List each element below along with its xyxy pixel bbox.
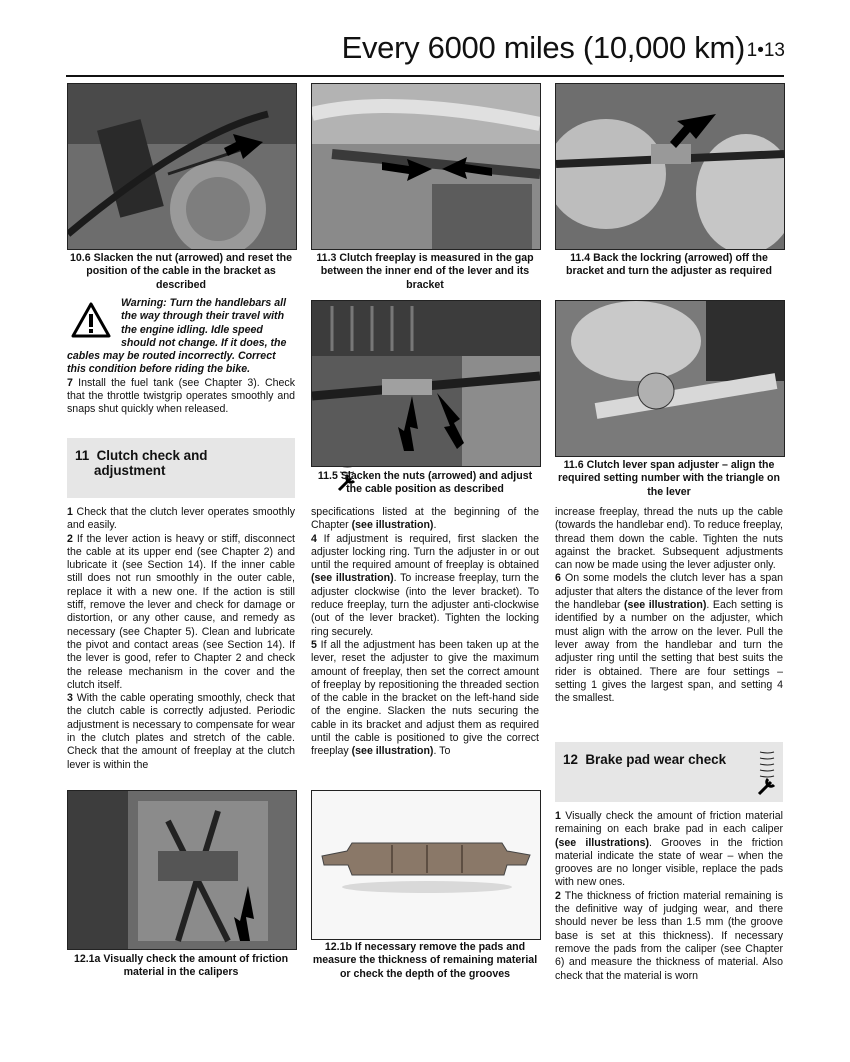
paragraph-number: 2 bbox=[555, 889, 561, 902]
illustration-reference: (see illustration) bbox=[311, 572, 394, 585]
column-2-text bbox=[311, 506, 539, 759]
paragraph-7 bbox=[67, 377, 295, 417]
photo-11-4 bbox=[555, 83, 785, 250]
illustration-reference: (see illustrations) bbox=[555, 836, 649, 849]
photo-12-1b bbox=[311, 790, 541, 940]
warning-block bbox=[67, 297, 295, 417]
paragraph-text: Install the fuel tank (see Chapter 3). Check that the throttle twistgrip operates smoothly and snaps shut quickly when released. bbox=[67, 376, 296, 416]
section-12-text bbox=[555, 810, 783, 983]
photo-10-6-image bbox=[68, 84, 296, 249]
page-number bbox=[747, 40, 785, 62]
page-title bbox=[342, 30, 745, 66]
paragraph-number: 1 bbox=[555, 810, 561, 822]
illustration-reference: (see illustration) bbox=[623, 599, 707, 612]
paragraph-text: Visually check the amount of friction material remaining on each brake pad in each caliper bbox=[555, 810, 783, 836]
photo-11-6 bbox=[555, 300, 785, 457]
paragraph-text: . Each setting is identified by a number on the adjuster, which must align with the arrow on the lever. Pull the lever away from the handlebar and turn the adjuster ring until the setting that best suits the rider is obtained. There are four settings – setting 1 gives the largest span, and setting 4 the smallest. bbox=[555, 599, 783, 705]
warning-line-5: cables may be routed incorrectly. Correct bbox=[67, 350, 276, 363]
spanner-difficulty-icon bbox=[755, 748, 779, 798]
section-title-line: adjustment bbox=[94, 463, 166, 478]
section-12-title bbox=[563, 752, 726, 767]
photo-11-5 bbox=[311, 300, 541, 467]
paragraph-text: On some models the clutch lever has a span adjuster that alters the distance of the lever from the handlebar bbox=[555, 572, 783, 612]
caption-12-1a-text: 12.1a Visually check the amount of friction material in the calipers bbox=[73, 953, 289, 979]
paragraph-text: If adjustment is required, first slacken the adjuster locking ring. Turn the adjuster in or out until the required amount of freeplay is obtained bbox=[311, 532, 539, 572]
section-title-line: Brake pad wear check bbox=[585, 752, 727, 767]
illustration-reference: (see illustration) bbox=[351, 519, 434, 532]
warning-line-6: this condition before riding the bike. bbox=[67, 363, 251, 376]
page-number-text: 1•13 bbox=[746, 40, 785, 61]
warning-line-3: the engine idling. Idle speed bbox=[121, 323, 263, 336]
photo-11-5-image bbox=[312, 301, 540, 466]
section-11-title bbox=[75, 448, 207, 478]
paragraph-number: 2 bbox=[67, 532, 73, 545]
section-title-line: Clutch check and bbox=[96, 448, 208, 463]
caption-11-5-text: 11.5 Slacken the nuts (arrowed) and adjust the cable position as described bbox=[317, 470, 533, 496]
caption-12-1a bbox=[67, 953, 295, 980]
paragraph-number: 7 bbox=[67, 376, 73, 389]
paragraph-text: . bbox=[433, 519, 437, 532]
photo-11-3 bbox=[311, 83, 541, 250]
photo-11-4-image bbox=[556, 84, 784, 249]
caption-12-1b-text: 12.1b If necessary remove the pads and measure the thickness of remaining material or check the depth of the grooves bbox=[312, 941, 538, 980]
photo-12-1a-image bbox=[68, 791, 296, 949]
warning-line-1: Warning: Turn the handlebars all bbox=[121, 297, 287, 309]
column-3-text bbox=[555, 506, 783, 705]
paragraph-text: Check that the clutch lever operates smoothly and easily. bbox=[67, 506, 295, 532]
caption-11-4 bbox=[555, 252, 783, 279]
section-number: 11 bbox=[75, 448, 90, 463]
paragraph-number: 1 bbox=[67, 506, 73, 518]
caption-11-3-text: 11.3 Clutch freeplay is measured in the gap between the inner end of the lever and its bracket bbox=[316, 252, 534, 291]
paragraph-text: specifications listed at the beginning of the Chapter bbox=[311, 506, 539, 532]
paragraph-text: increase freeplay, thread the nuts up the cable (towards the handlebar end). To reduce freeplay, thread them down the cable. Tighten the nuts against the bracket. Subsequent adjustments can now be made using the lever adjuster only. bbox=[555, 506, 783, 572]
warning-line-2: the way through their travel with bbox=[121, 310, 285, 323]
photo-11-3-image bbox=[312, 84, 540, 249]
header-rule bbox=[66, 75, 784, 77]
paragraph-text: . To bbox=[433, 745, 451, 758]
section-11-heading bbox=[67, 438, 295, 498]
caption-12-1b bbox=[311, 941, 539, 981]
column-1-text bbox=[67, 506, 295, 772]
paragraph-number: 5 bbox=[311, 638, 317, 651]
caption-11-6-text: 11.6 Clutch lever span adjuster – align the required setting number with the triangle on the lever bbox=[558, 459, 780, 498]
section-12-heading bbox=[555, 742, 783, 802]
caption-11-5 bbox=[311, 470, 539, 497]
caption-10-6-text: 10.6 Slacken the nut (arrowed) and reset the position of the cable in the bracket as described bbox=[70, 252, 292, 291]
caption-11-3 bbox=[311, 252, 539, 292]
section-number: 12 bbox=[563, 752, 578, 767]
caption-10-6 bbox=[67, 252, 295, 292]
paragraph-number: 4 bbox=[311, 532, 317, 545]
illustration-reference: (see illustration) bbox=[351, 745, 434, 758]
photo-12-1a bbox=[67, 790, 297, 950]
warning-triangle-icon bbox=[71, 302, 111, 338]
paragraph-text: If all the adjustment has been taken up at the lever, reset the adjuster to give the maximum amount of freeplay, then set the correct amount of freeplay by repositioning the threaded section of the cable in the bracket on the left-hand side of the engine. Slacken the nuts securing the cable in its bracket and adjust them as required until the cable is positioned to give the correct freeplay bbox=[311, 638, 539, 758]
photo-10-6 bbox=[67, 83, 297, 250]
caption-11-6 bbox=[555, 459, 783, 499]
paragraph-text: With the cable operating smoothly, check that the clutch cable is correctly adjusted. Periodic adjustment is necessary to compensate for wear in the clutch plates and stretch of the cable. Check that the amount of freeplay at the clutch lever is within the bbox=[67, 692, 295, 771]
paragraph-text: . To increase freeplay, turn the adjuster clockwise (into the lever bracket). To reduce freeplay, turn the adjuster anti-clockwise (out of the lever bracket). Tighten the locking ring securely. bbox=[311, 572, 540, 638]
photo-11-6-image bbox=[556, 301, 784, 456]
paragraph-text: The thickness of friction material remaining is the definitive way of judging wear, and there should never be less than 1.5 mm (the groove base is set at this thickness). If necessary remove the pads from the caliper (see Chapter 6) and measure the thickness of material. Also check that the material is worn bbox=[555, 889, 783, 982]
paragraph-text: If the lever action is heavy or stiff, disconnect the cable at its upper end (see Chapter 2) and lubricate it (see Section 14). If the inner cable still does not run smoothly in the outer cable, replace it with a new one. If the action is still stiff, remove the lever and check for damage or distortion, or any other cause, and remedy as necessary (see Chapter 5). Clean and lubricate the pivot and contact areas (see Section 14). If the lever is good, refer to Chapter 2 and check the release mechanism in the cover and the clutch itself. bbox=[67, 532, 296, 691]
warning-line-4: should not change. If it does, the bbox=[121, 336, 287, 349]
paragraph-text: . Grooves in the friction material indicate the state of wear – when the grooves are no longer visible, replace the pads with new ones. bbox=[555, 836, 783, 889]
photo-12-1b-image bbox=[312, 791, 540, 939]
paragraph-number: 3 bbox=[67, 692, 73, 705]
page-title-text: Every 6000 miles (10,000 km) bbox=[341, 30, 745, 65]
paragraph-number: 6 bbox=[555, 572, 561, 585]
caption-11-4-text: 11.4 Back the lockring (arrowed) off the bracket and turn the adjuster as required bbox=[565, 252, 773, 278]
